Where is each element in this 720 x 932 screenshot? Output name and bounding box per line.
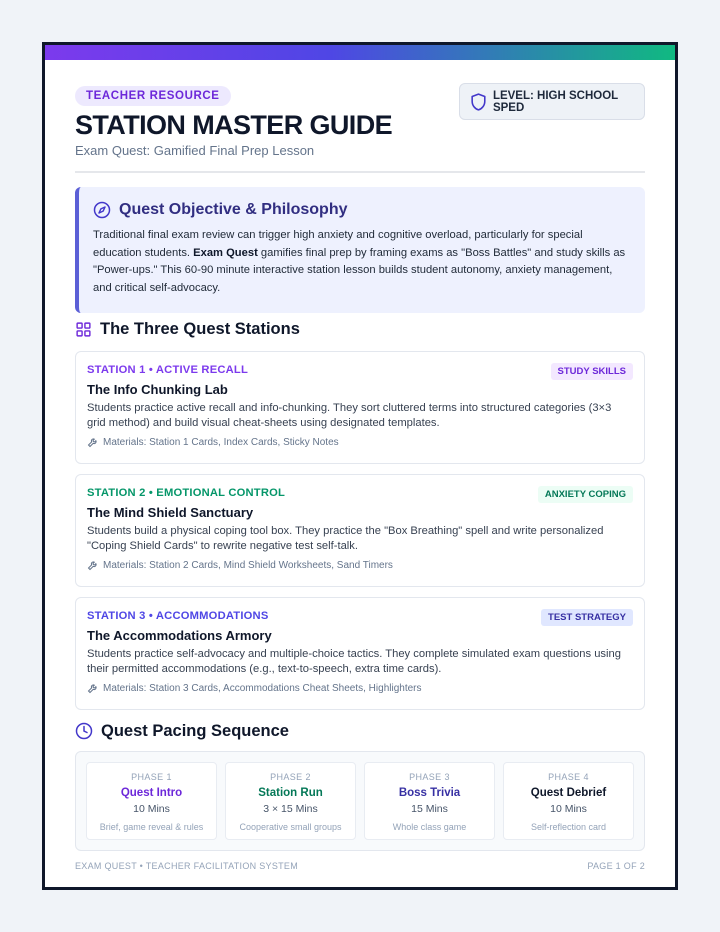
- station-name: The Mind Shield Sanctuary: [87, 505, 254, 520]
- objective-text: [93, 227, 627, 297]
- station-materials: [87, 559, 633, 571]
- stations-heading-text: The Three Quest Stations: [100, 319, 300, 338]
- phase-card: [225, 762, 356, 840]
- stations-heading: [75, 317, 645, 341]
- phase-card: [503, 762, 634, 840]
- phase-name: Station Run: [258, 787, 323, 799]
- page-title: STATION MASTER GUIDE: [75, 110, 392, 140]
- station-tag: STUDY SKILLS: [551, 363, 633, 380]
- station-card: [75, 597, 645, 710]
- phase-name: Quest Intro: [120, 787, 183, 799]
- phase-number: PHASE 3: [409, 772, 450, 782]
- objective-text-after: gamifies final prep by framing exams as "Boss Battles" and study skills as "Power-ups." This 60-90 minute interactive station lesson builds student autonomy, anxiety management, and critical self-advocacy.: [93, 246, 626, 294]
- page-content: [45, 60, 675, 851]
- pacing-sequence: [75, 751, 645, 851]
- phase-note: Cooperative small groups: [239, 822, 342, 832]
- station-label: STATION 3 • ACCOMMODATIONS: [87, 610, 269, 622]
- station-description: Students practice self-advocacy and multiple-choice tactics. They complete simulated exam questions using their permitted accommodations (e.g., text-to-speech, extra time cards).: [87, 648, 621, 675]
- phase-duration: 3 × 15 Mins: [263, 803, 318, 815]
- footer-left: EXAM QUEST • TEACHER FACILITATION SYSTEM: [75, 861, 299, 871]
- phase-card: [86, 762, 217, 840]
- station-label: STATION 2 • EMOTIONAL CONTROL: [87, 487, 286, 499]
- phase-note: Whole class game: [392, 822, 467, 832]
- phase-number: PHASE 4: [548, 772, 589, 782]
- phase-number: PHASE 2: [270, 772, 311, 782]
- station-description: Students build a physical coping tool box. They practice the "Box Breathing" spell and write personalized "Coping Shield Cards" to rewrite negative test self-talk.: [87, 525, 604, 552]
- station-tag: TEST STRATEGY: [541, 609, 633, 626]
- shield-icon: [469, 92, 488, 112]
- station-materials-text: Materials: Station 2 Cards, Mind Shield Worksheets, Sand Timers: [103, 559, 393, 571]
- stations-list: [75, 351, 645, 710]
- document-page: [42, 42, 678, 890]
- phase-duration: 10 Mins: [133, 803, 170, 815]
- phase-card: [364, 762, 495, 840]
- station-materials: [87, 436, 633, 448]
- clock-icon: [75, 722, 93, 740]
- phase-name: Quest Debrief: [530, 787, 607, 799]
- station-name: The Info Chunking Lab: [87, 382, 228, 397]
- station-description: Students practice active recall and info-chunking. They sort cluttered terms into structured categories (3×3 grid method) and build visual cheat-sheets using designated templates.: [87, 402, 612, 429]
- station-card: [75, 474, 645, 587]
- station-materials-text: Materials: Station 3 Cards, Accommodations Cheat Sheets, Highlighters: [103, 682, 422, 694]
- station-name: The Accommodations Armory: [87, 628, 272, 643]
- objective-text-before: Traditional final exam review can trigger high anxiety and cognitive overload, particularly for special education students.: [93, 229, 583, 259]
- pacing-heading: [75, 719, 645, 743]
- station-materials-text: Materials: Station 1 Cards, Index Cards, Sticky Notes: [103, 436, 339, 448]
- teacher-resource-badge: TEACHER RESOURCE: [75, 86, 231, 106]
- phase-note: Brief, game reveal & rules: [99, 822, 204, 832]
- objective-box: [75, 187, 645, 313]
- objective-text-bold: Exam Quest: [193, 246, 258, 259]
- wrench-icon: [87, 559, 99, 571]
- page-header: [75, 60, 645, 173]
- phase-number: PHASE 1: [131, 772, 172, 782]
- objective-heading: [93, 201, 627, 219]
- compass-icon: [93, 201, 111, 219]
- page-footer: [75, 861, 645, 871]
- phase-duration: 10 Mins: [550, 803, 587, 815]
- footer-page-number: PAGE 1 OF 2: [587, 861, 645, 871]
- station-materials: [87, 682, 633, 694]
- station-label: STATION 1 • ACTIVE RECALL: [87, 364, 248, 376]
- page-subtitle: Exam Quest: Gamified Final Prep Lesson: [75, 143, 315, 158]
- gradient-top-bar: [45, 45, 675, 60]
- phase-duration: 15 Mins: [411, 803, 448, 815]
- station-card: [75, 351, 645, 464]
- pacing-heading-text: Quest Pacing Sequence: [101, 721, 289, 740]
- phase-name: Boss Trivia: [398, 787, 461, 799]
- wrench-icon: [87, 682, 99, 694]
- phase-note: Self-reflection card: [530, 822, 607, 832]
- station-tag: ANXIETY COPING: [538, 486, 633, 503]
- wrench-icon: [87, 436, 99, 448]
- grid-icon: [75, 321, 92, 338]
- objective-heading-text: Quest Objective & Philosophy: [119, 201, 348, 218]
- level-text: LEVEL: HIGH SCHOOL SPED: [492, 89, 618, 114]
- level-badge: [459, 83, 645, 120]
